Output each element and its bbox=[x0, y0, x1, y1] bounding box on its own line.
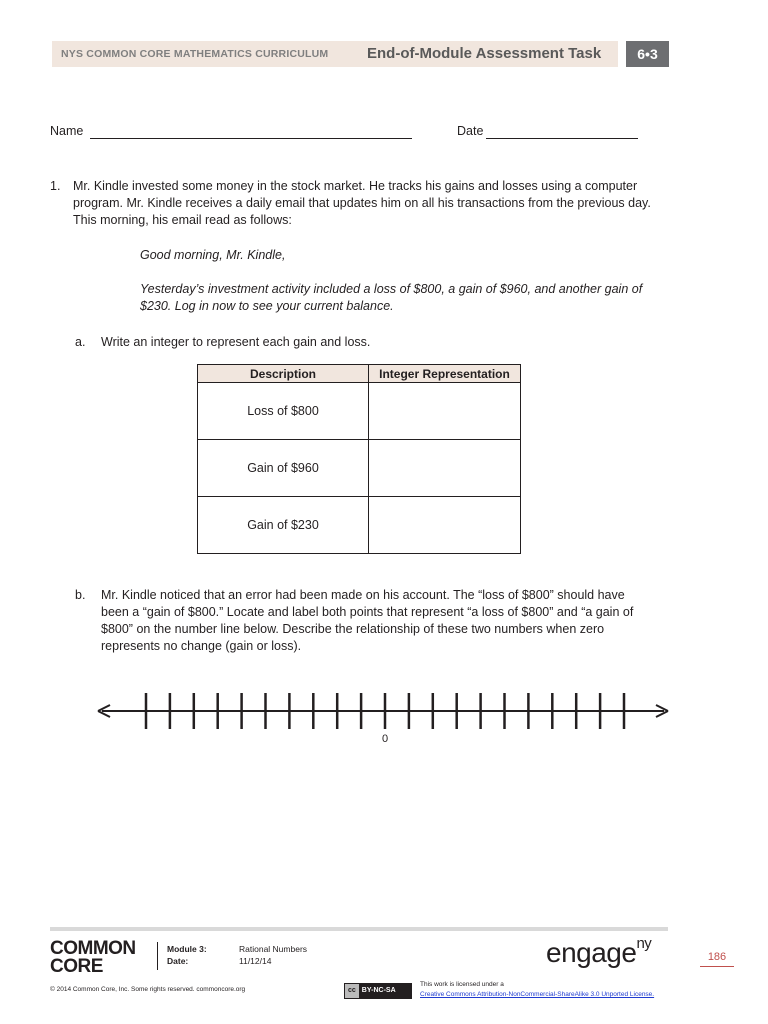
part-b-line: $800” on the number line below. Describe the relationship of these two numbers when zero bbox=[101, 622, 605, 636]
part-a-text: Write an integer to represent each gain and loss. bbox=[101, 335, 371, 349]
common-core-logo bbox=[50, 940, 136, 976]
license-text bbox=[420, 980, 654, 1000]
task-title: End-of-Module Assessment Task bbox=[367, 45, 602, 62]
column-header-integer: Integer Representation bbox=[369, 365, 521, 383]
module-value: Rational Numbers bbox=[239, 944, 308, 954]
footer-date-value: 11/12/14 bbox=[239, 956, 272, 966]
license-line-1: This work is licensed under a bbox=[420, 981, 504, 988]
number-line[interactable] bbox=[94, 686, 674, 756]
name-field[interactable] bbox=[90, 138, 412, 139]
description-cell: Gain of $960 bbox=[198, 440, 369, 497]
zero-label: 0 bbox=[381, 733, 389, 745]
problem-number: 1. bbox=[50, 179, 61, 193]
footer-separator bbox=[157, 942, 158, 970]
table-row bbox=[198, 440, 521, 497]
footer-date-label: Date: bbox=[167, 956, 189, 966]
part-a-letter: a. bbox=[75, 335, 86, 349]
logo-line-1: COMMON bbox=[50, 938, 136, 959]
table-header-row bbox=[198, 365, 521, 383]
description-cell: Loss of $800 bbox=[198, 383, 369, 440]
module-number-badge: 6•3 bbox=[626, 41, 669, 67]
table-row bbox=[198, 383, 521, 440]
table-row bbox=[198, 497, 521, 554]
logo-line-2: CORE bbox=[50, 956, 103, 977]
part-b-line: Mr. Kindle noticed that an error had been made on his account. The “loss of $800” should have bbox=[101, 588, 625, 602]
copyright-text: © 2014 Common Core, Inc. Some rights reserved. commoncore.org bbox=[50, 986, 246, 993]
brand-sup: ny bbox=[636, 934, 652, 952]
part-b-line: represents no change (gain or loss). bbox=[101, 639, 302, 653]
brand-text: engage bbox=[546, 937, 637, 968]
date-field[interactable] bbox=[486, 138, 638, 139]
license-link[interactable]: Creative Commons Attribution-NonCommercial-ShareAlike 3.0 Unported License. bbox=[420, 991, 655, 998]
number-line-group bbox=[98, 693, 668, 729]
part-b-letter: b. bbox=[75, 588, 86, 602]
cc-badge-right: BY-NC-SA bbox=[361, 987, 396, 994]
email-greeting: Good morning, Mr. Kindle, bbox=[140, 248, 286, 262]
footer-divider bbox=[50, 927, 668, 931]
email-body bbox=[140, 281, 700, 315]
cc-badge-left: cc bbox=[345, 984, 359, 998]
curriculum-title: NYS COMMON CORE MATHEMATICS CURRICULUM bbox=[61, 48, 329, 60]
problem-intro bbox=[73, 178, 713, 229]
part-b-line: been a “gain of $800.” Locate and label both points that represent “a loss of $800” and “a gain of bbox=[101, 605, 634, 619]
column-header-description: Description bbox=[198, 365, 369, 383]
description-cell: Gain of $230 bbox=[198, 497, 369, 554]
engageny-logo bbox=[546, 934, 652, 969]
page-number: 186 bbox=[700, 951, 734, 967]
cc-license-badge bbox=[344, 983, 412, 999]
module-label: Module 3: bbox=[167, 944, 207, 954]
email-line: $230. Log in now to see your current balance. bbox=[140, 299, 394, 313]
date-label: Date bbox=[457, 124, 484, 138]
integer-answer-cell[interactable] bbox=[369, 440, 521, 497]
integer-answer-cell[interactable] bbox=[369, 383, 521, 440]
part-b-text bbox=[101, 587, 701, 655]
name-label: Name bbox=[50, 124, 84, 138]
integer-table bbox=[197, 364, 521, 554]
integer-answer-cell[interactable] bbox=[369, 497, 521, 554]
intro-line: Mr. Kindle invested some money in the stock market. He tracks his gains and losses using a computer bbox=[73, 179, 638, 193]
intro-line: This morning, his email read as follows: bbox=[73, 213, 292, 227]
intro-line: program. Mr. Kindle receives a daily email that updates him on all his transactions from the previous day. bbox=[73, 196, 651, 210]
email-line: Yesterday’s investment activity included a loss of $800, a gain of $960, and another gain of bbox=[140, 282, 643, 296]
